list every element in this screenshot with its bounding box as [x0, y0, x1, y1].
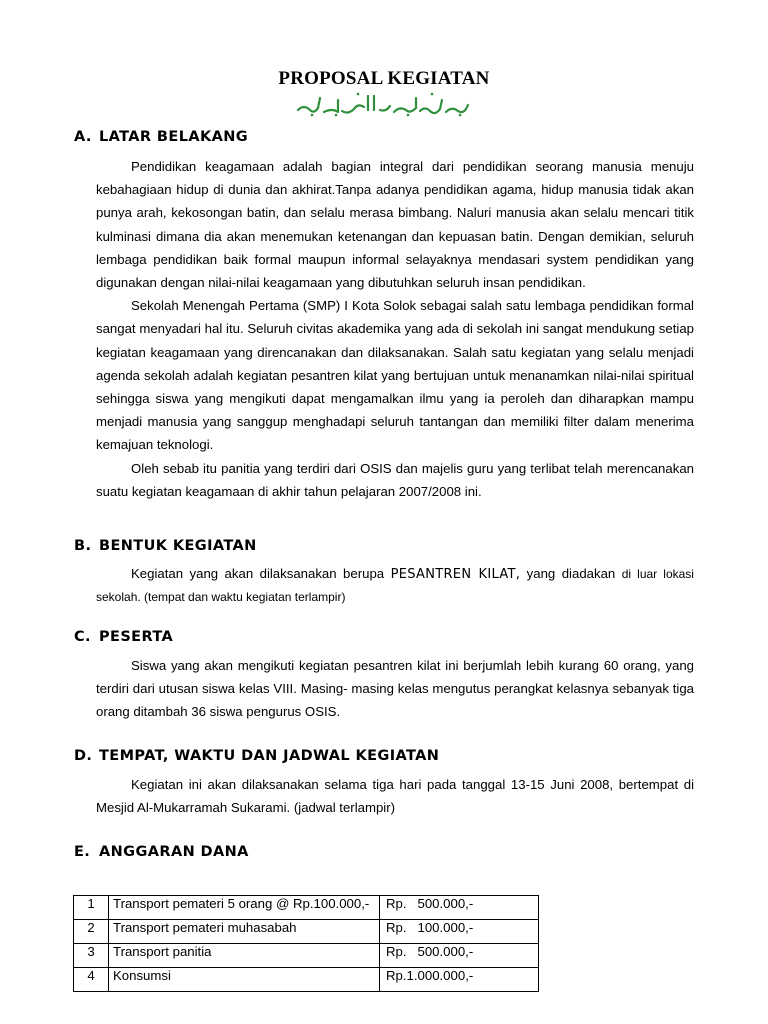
table-row [74, 968, 539, 992]
section-title: ANGGARAN DANA [99, 844, 249, 860]
bismillah-calligraphy [292, 90, 474, 118]
section-title: BENTUK KEGIATAN [99, 538, 257, 554]
section-letter: B. [74, 538, 92, 554]
text-run: Kegiatan yang akan dilaksanakan berupa [131, 566, 391, 581]
row-number: 2 [74, 920, 109, 944]
section-title: LATAR BELAKANG [99, 129, 249, 145]
section-body [96, 563, 694, 608]
section-heading [74, 538, 694, 554]
row-amount: Rp. 500.000,- [380, 896, 539, 920]
section-heading [74, 748, 694, 764]
section-letter: A. [74, 129, 92, 145]
row-item: Konsumsi [109, 968, 380, 992]
document-title: PROPOSAL KEGIATAN [278, 68, 490, 89]
paragraph: Oleh sebab itu panitia yang terdiri dari OSIS dan majelis guru yang terlibat telah merencanakan suatu kegiatan keagamaan di akhir tahun pelajaran 2007/2008 ini. [96, 460, 694, 499]
section-bentuk-kegiatan [74, 538, 694, 608]
budget-table [73, 895, 539, 992]
section-letter: E. [74, 844, 91, 860]
paragraph: Sekolah Menengah Pertama (SMP) I Kota Solok sebagai salah satu lembaga pendidikan formal sangat menyadari hal itu. Seluruh civitas akademika yang ada di sekolah ini sangat mendukung setiap kegiatan keagamaan yang direncanakan dan dilaksanakan. Salah satu kegiatan yang selalu menjadi agenda sekolah adalah kegiatan pesantren kilat yang bertujuan untuk menanamkan nilai-nilai spiritual sehingga siswa yang mengikuti dapat mengamalkan ilmu yang ia peroleh dan diharapkan mampu menjadi manusia yang sanggup menghadapi seluruh tantangan dan memiliki filter dalam menerima kemajuan teknologi. [96, 298, 694, 453]
section-heading [74, 129, 694, 145]
paragraph: Kegiatan ini akan dilaksanakan selama tiga hari pada tanggal 13-15 Juni 2008, bertempat di Mesjid Al-Mukarramah Sukarami. (jadwal terlampir) [96, 777, 694, 816]
row-amount: Rp. 500.000,- [380, 944, 539, 968]
section-body [96, 773, 694, 819]
activity-name: PESANTREN KILAT, [390, 567, 521, 582]
table-row [74, 920, 539, 944]
section-heading [74, 844, 694, 860]
row-amount: Rp. 100.000,- [380, 920, 539, 944]
section-peserta [74, 629, 694, 724]
row-item: Transport panitia [109, 944, 380, 968]
row-number: 4 [74, 968, 109, 992]
section-body [96, 654, 694, 724]
section-anggaran-dana [74, 844, 694, 860]
section-title: TEMPAT, WAKTU DAN JADWAL KEGIATAN [99, 748, 440, 764]
row-number: 3 [74, 944, 109, 968]
row-item: Transport pemateri muhasabah [109, 920, 380, 944]
table-row [74, 896, 539, 920]
section-title: PESERTA [99, 629, 174, 645]
section-letter: C. [74, 629, 91, 645]
row-amount: Rp.1.000.000,- [380, 968, 539, 992]
row-number: 1 [74, 896, 109, 920]
section-tempat-waktu [74, 748, 694, 819]
paragraph: Pendidikan keagamaan adalah bagian integral dari pendidikan seorang manusia menuju kebahagiaan hidup di dunia dan akhirat.Tanpa adanya pendidikan agama, hidup manusia tidak akan punya arah, kekosongan batin, dan selalu merasa bimbang. Naluri manusia akan selalu mencari titik kulminasi dimana dia akan menemukan ketenangan dan kepuasan batin. Dengan demikian, seluruh lembaga pendidikan baik formal maupun informal selayaknya mendasari system pendidikan yang digunakan dengan nilai-nilai keagamaan yang dibutuhkan seluruh insan pendidikan. [96, 159, 694, 291]
table-row [74, 944, 539, 968]
row-item: Transport pemateri 5 orang @ Rp.100.000,- [109, 896, 380, 920]
section-letter: D. [74, 748, 93, 764]
section-body [96, 155, 694, 503]
text-run: di luar lokasi sekolah. (tempat dan waktu kegiatan terlampir) [96, 567, 694, 604]
paragraph: Siswa yang akan mengikuti kegiatan pesantren kilat ini berjumlah lebih kurang 60 orang, yang terdiri dari utusan siswa kelas VIII. Masing- masing kelas mengutus perangkat kelasnya sebanyak tiga orang ditambah 36 siswa pengurus OSIS. [96, 658, 694, 720]
paragraph [96, 563, 694, 608]
section-heading [74, 629, 694, 645]
text-run: yang diadakan [520, 566, 622, 581]
section-latar-belakang [74, 129, 694, 503]
